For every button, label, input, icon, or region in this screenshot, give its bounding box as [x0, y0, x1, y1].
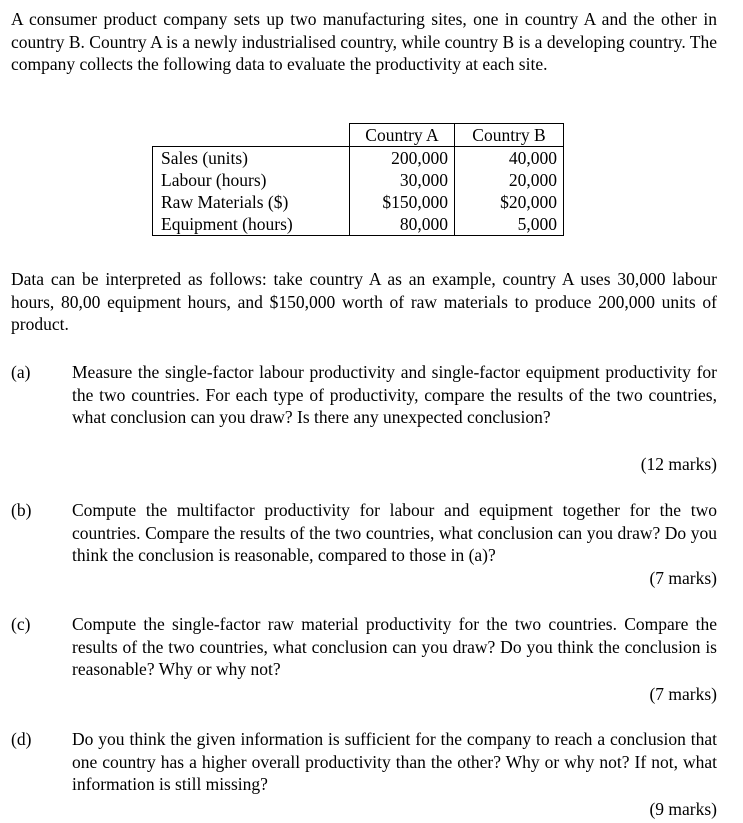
question-marks: (12 marks): [640, 454, 717, 474]
country-a-value: $150,000: [350, 191, 455, 213]
table-row: [153, 169, 564, 191]
country-b-value: $20,000: [455, 191, 564, 213]
question-label: (d): [11, 729, 32, 749]
question-text: Compute the multifactor productivity for labour and equipment together for the two countries. Compare the results of the two countries, what conclusion can you draw? Do you think the conclusion is reasonable, compared to those in (a)?: [72, 500, 717, 565]
column-header-country-a: Country A: [350, 124, 455, 147]
table-header-row: [153, 124, 564, 147]
country-b-value: 5,000: [455, 213, 564, 236]
row-label: Labour (hours): [153, 169, 350, 191]
country-b-value: 20,000: [455, 169, 564, 191]
question-label: (c): [11, 614, 31, 634]
productivity-data-table: [152, 123, 564, 236]
table-row: [153, 147, 564, 170]
table-row: [153, 191, 564, 213]
row-label: Raw Materials ($): [153, 191, 350, 213]
interpretation-paragraph: Data can be interpreted as follows: take country A as an example, country A uses 30,000 labour hours, 80,00 equipment hours, and $150,000 worth of raw materials to produce 200,000 units of product.: [11, 269, 717, 334]
country-b-value: 40,000: [455, 147, 564, 170]
table-corner-cell: [153, 124, 350, 147]
row-label: Sales (units): [153, 147, 350, 170]
column-header-country-b: Country B: [455, 124, 564, 147]
country-a-value: 200,000: [350, 147, 455, 170]
question-text: Compute the single-factor raw material productivity for the two countries. Compare the results of the two countries, what conclusion can you draw? Do you think the conclusion is reasonable? Why or why not?: [72, 614, 717, 679]
question-marks: (9 marks): [649, 799, 717, 819]
table-row: [153, 213, 564, 236]
country-a-value: 80,000: [350, 213, 455, 236]
row-label: Equipment (hours): [153, 213, 350, 236]
country-a-value: 30,000: [350, 169, 455, 191]
intro-paragraph: A consumer product company sets up two manufacturing sites, one in country A and the other in country B. Country A is a newly industrialised country, while country B is a developing country. The company collects the following data to evaluate the productivity at each site.: [11, 9, 717, 74]
question-text: Measure the single-factor labour productivity and single-factor equipment productivity for the two countries. For each type of productivity, compare the results of the two countries, what conclusion can you draw? Is there any unexpected conclusion?: [72, 362, 717, 427]
question-marks: (7 marks): [649, 684, 717, 704]
question-label: (a): [11, 362, 31, 382]
question-label: (b): [11, 500, 32, 520]
question-marks: (7 marks): [649, 568, 717, 588]
question-text: Do you think the given information is sufficient for the company to reach a conclusion that one country has a higher overall productivity than the other? Why or why not? If not, what information is still missing?: [72, 729, 717, 794]
